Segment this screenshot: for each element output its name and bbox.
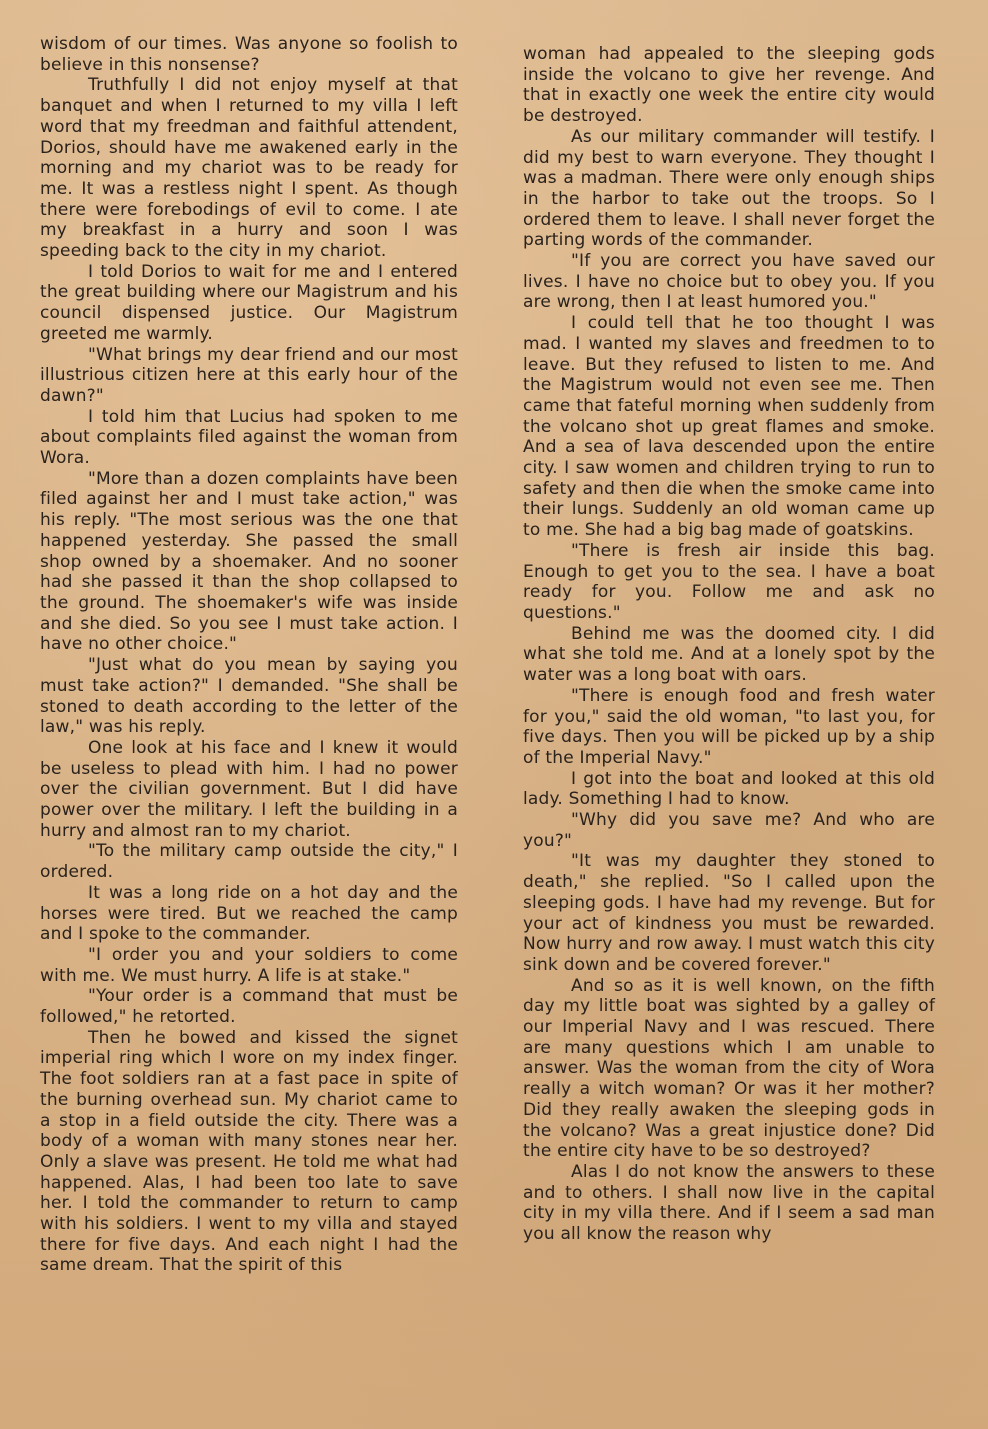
paragraph: "What brings my dear friend and our most illustrious citizen here at this early hour of the dawn?"	[40, 344, 458, 406]
paragraph: Alas I do not know the answers to these and to others. I shall now live in the capital city in my villa there. And if I seem a sad man you all know the reason why	[523, 1161, 935, 1245]
paragraph: "There is fresh air inside this bag. Enough to get you to the sea. I have a boat ready for you. Follow me and ask no questions."	[523, 540, 935, 623]
paragraph: "Your order is a command that must be followed," he retorted.	[40, 986, 458, 1028]
paragraph: "Just what do you mean by saying you must take action?" I demanded. "She shall be stoned to death according to the letter of the law," was his reply.	[40, 655, 458, 738]
paragraph: One look at his face and I knew it would be useless to plead with him. I had no power over the civilian government. But I did have power over the military. I left the building in a hurry and almost ran to my chariot.	[40, 737, 458, 841]
paragraph: I told Dorios to wait for me and I entered the great building where our Magistrum and his council dispensed justice. Our Magistrum greeted me warmly.	[40, 261, 458, 344]
paragraph: wisdom of our times. Was anyone so foolish to believe in this nonsense?	[40, 34, 458, 75]
paragraph: I could tell that he too thought I was mad. I wanted my slaves and freedmen to to leave. But they refused to listen to me. And the Magistrum would not even see me. Then came that fateful morning when suddenly from the volcano shot up great flames and smoke. And a sea of lava descended upon the entire city. I saw women and children trying to run to safety and then die when the smoke came into their lungs. Suddenly an old woman came up to me. She had a big bag made of goatskins.	[523, 313, 935, 541]
paragraph: "It was my daughter they stoned to death," she replied. "So I called upon the sleeping gods. I have had my revenge. But for your act of kindness you must be rewarded. Now hurry and row away. I must watch this city sink down and be covered forever."	[523, 851, 935, 975]
paragraph: And so as it is well known, on the fifth day my little boat was sighted by a galley of our Imperial Navy and I was rescued. There are many questions which I am unable to answer. Was the woman from the city of Wora really a witch woman? Or was it her mother? Did they really awaken the sleeping gods in the volcano? Was a great injustice done? Did the entire city have to be so destroyed?	[523, 975, 935, 1162]
paragraph: "There is enough food and fresh water for you," said the old woman, "to last you, for five days. Then you will be picked up by a ship of the Imperial Navy."	[523, 685, 935, 768]
paragraph: Behind me was the doomed city. I did what she told me. And at a lonely spot by the water was a long boat with oars.	[523, 623, 935, 686]
paragraph: "More than a dozen complaints have been filed against her and I must take action," was his reply. "The most serious was the one that happened yesterday. She passed the small shop owned by a shoemaker. And no sooner had she passed it than the shop collapsed to the ground. The shoemaker's wife was inside and she died. So you see I must take action. I have no other choice."	[40, 468, 458, 655]
paragraph: As our military commander will testify. I did my best to warn everyone. They thought I was a madman. There were only enough ships in the harbor to take out the troops. So I ordered them to leave. I shall never forget the parting words of the commander.	[523, 126, 935, 251]
paragraph: woman had appealed to the sleeping gods inside the volcano to give her revenge. And that in exactly one week the entire city would be destroyed.	[523, 44, 935, 127]
paragraph: Truthfully I did not enjoy myself at that banquet and when I returned to my villa I left word that my freedman and faithful attendent, Dorios, should have me awakened early in the morning and my chariot was to be ready for me. It was a restless night I spent. As though there were forebodings of evil to come. I ate my breakfast in a hurry and soon I was speeding back to the city in my chariot.	[40, 75, 458, 262]
right-column	[523, 44, 935, 1245]
paragraph: "If you are correct you have saved our lives. I have no choice but to obey you. If you are wrong, then I at least humored you."	[523, 251, 935, 313]
paragraph: I got into the boat and looked at this old lady. Something I had to know.	[523, 768, 935, 810]
paragraph: It was a long ride on a hot day and the horses were tired. But we reached the camp and I spoke to the commander.	[40, 882, 458, 945]
paragraph: "To the military camp outside the city," I ordered.	[40, 841, 458, 883]
left-column	[40, 34, 458, 1276]
paragraph: I told him that Lucius had spoken to me about complaints filed against the woman from Wora.	[40, 406, 458, 469]
paragraph: Then he bowed and kissed the signet imperial ring which I wore on my index finger. The foot soldiers ran at a fast pace in spite of the burning overhead sun. My chariot came to a stop in a field outside the city. There was a body of a woman with many stones near her. Only a slave was present. He told me what had happened. Alas, I had been too late to save her. I told the commander to return to camp with his soldiers. I went to my villa and stayed there for five days. And each night I had the same dream. That the spirit of this	[40, 1027, 458, 1276]
paragraph: "I order you and your soldiers to come with me. We must hurry. A life is at stake."	[40, 944, 458, 986]
paragraph: "Why did you save me? And who are you?"	[523, 810, 935, 851]
